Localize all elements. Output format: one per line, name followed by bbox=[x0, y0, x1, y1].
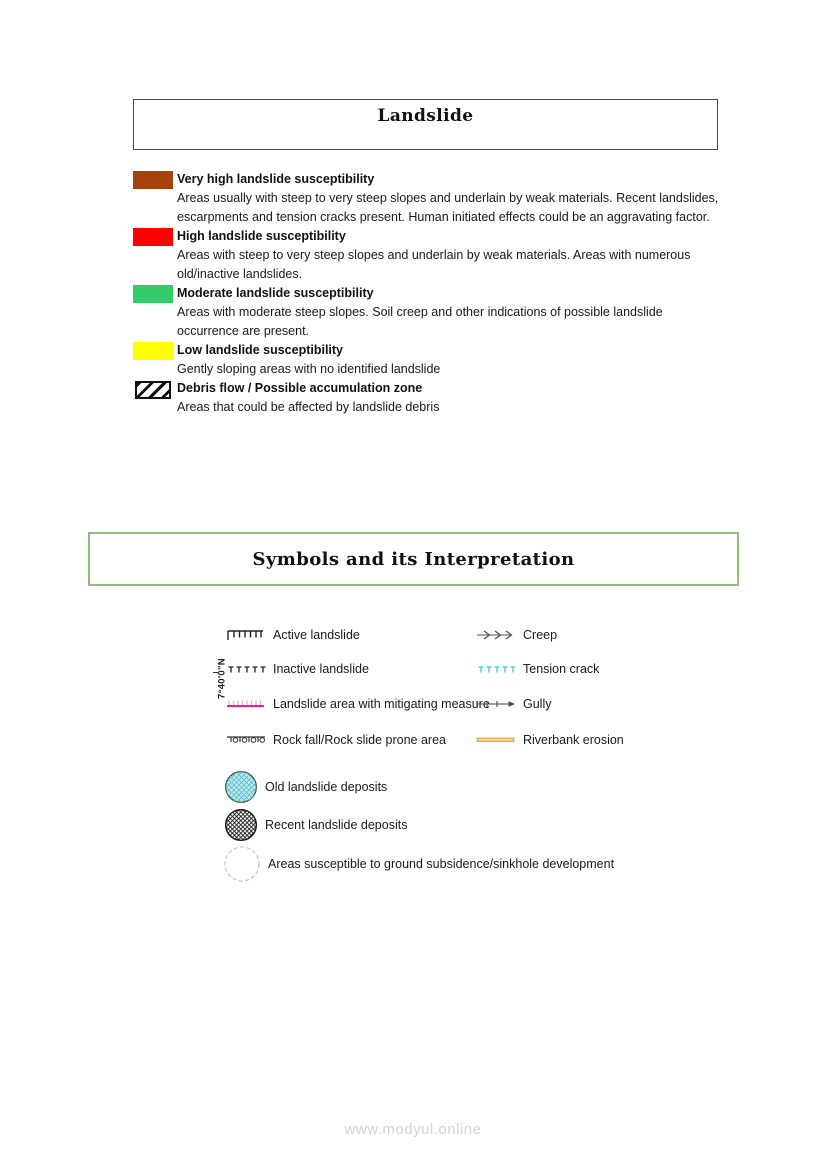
mitigating-measure-icon bbox=[226, 697, 266, 711]
creep-icon bbox=[476, 628, 516, 642]
symbol-label: Areas susceptible to ground subsidence/sinkhole development bbox=[268, 857, 615, 871]
legend-label: Debris flow / Possible accumulation zone bbox=[177, 381, 423, 395]
symbol-row-subsidence bbox=[223, 845, 614, 883]
symbol-label: Active landslide bbox=[273, 628, 360, 642]
latitude-label: 7°40'0"N bbox=[216, 658, 228, 699]
symbol-row-tension-crack bbox=[476, 662, 599, 676]
legend-label: Very high landslide susceptibility bbox=[177, 172, 375, 186]
symbol-label: Tension crack bbox=[523, 662, 600, 676]
legend-description: Areas that could be affected by landslide debris bbox=[177, 400, 440, 414]
symbol-label: Gully bbox=[523, 697, 552, 711]
symbol-row-riverbank-erosion bbox=[476, 733, 624, 747]
debris-flow-hatch-swatch bbox=[135, 381, 171, 399]
legend-item-moderate bbox=[133, 284, 733, 341]
legend-item-very-high bbox=[133, 170, 733, 227]
symbol-row-rock-fall bbox=[226, 733, 446, 747]
symbol-row-inactive-landslide bbox=[226, 662, 369, 676]
legend-item-high bbox=[133, 227, 733, 284]
symbol-row-active-landslide bbox=[226, 628, 360, 642]
old-landslide-deposits-icon bbox=[224, 770, 258, 804]
legend-description: Areas usually with steep to very steep slopes and underlain by weak materials. Recent landslides, escarpments and tension cracks present. Human initiated effects could be an aggravating factor. bbox=[177, 191, 719, 224]
active-landslide-icon bbox=[226, 628, 266, 642]
symbol-label: Creep bbox=[523, 628, 558, 642]
page-title: Landslide bbox=[377, 106, 474, 126]
high-swatch bbox=[133, 228, 173, 246]
legend-label: Low landslide susceptibility bbox=[177, 343, 344, 357]
very-high-swatch bbox=[133, 171, 173, 189]
symbol-row-old-deposits bbox=[224, 770, 387, 804]
symbol-row-recent-deposits bbox=[224, 808, 407, 842]
legend-item-debris-flow bbox=[133, 379, 733, 417]
inactive-landslide-icon bbox=[226, 663, 266, 675]
symbol-label: Riverbank erosion bbox=[523, 733, 624, 747]
rock-fall-icon bbox=[226, 734, 266, 746]
legend-item-low bbox=[133, 341, 733, 379]
symbols-title: Symbols and its Interpretation bbox=[252, 548, 575, 570]
symbol-row-creep bbox=[476, 628, 557, 642]
legend-label: Moderate landslide susceptibility bbox=[177, 286, 374, 300]
legend-description: Areas with steep to very steep slopes and underlain by weak materials. Areas with numerous old/inactive landslides. bbox=[177, 248, 691, 281]
symbol-label: Old landslide deposits bbox=[265, 780, 388, 794]
legend-description: Areas with moderate steep slopes. Soil creep and other indications of possible landslide occurrence are present. bbox=[177, 305, 663, 338]
symbols-title-box bbox=[88, 532, 739, 586]
symbol-label: Landslide area with mitigating measure bbox=[273, 697, 490, 711]
symbol-label: Rock fall/Rock slide prone area bbox=[273, 733, 446, 747]
ground-subsidence-icon bbox=[223, 845, 261, 883]
recent-landslide-deposits-icon bbox=[224, 808, 258, 842]
tension-crack-icon bbox=[476, 663, 516, 675]
legend-description: Gently sloping areas with no identified landslide bbox=[177, 362, 441, 376]
susceptibility-legend bbox=[133, 170, 733, 417]
low-swatch bbox=[133, 342, 173, 360]
moderate-swatch bbox=[133, 285, 173, 303]
legend-label: High landslide susceptibility bbox=[177, 229, 346, 243]
riverbank-erosion-icon bbox=[476, 735, 516, 745]
footer-watermark: www.modyul.online bbox=[344, 1121, 482, 1138]
symbol-label: Recent landslide deposits bbox=[265, 818, 408, 832]
symbol-row-mitigating-measure bbox=[226, 697, 490, 711]
symbol-row-gully bbox=[476, 697, 551, 711]
symbol-label: Inactive landslide bbox=[273, 662, 369, 676]
gully-icon bbox=[476, 698, 516, 710]
landslide-title-box bbox=[133, 99, 718, 150]
